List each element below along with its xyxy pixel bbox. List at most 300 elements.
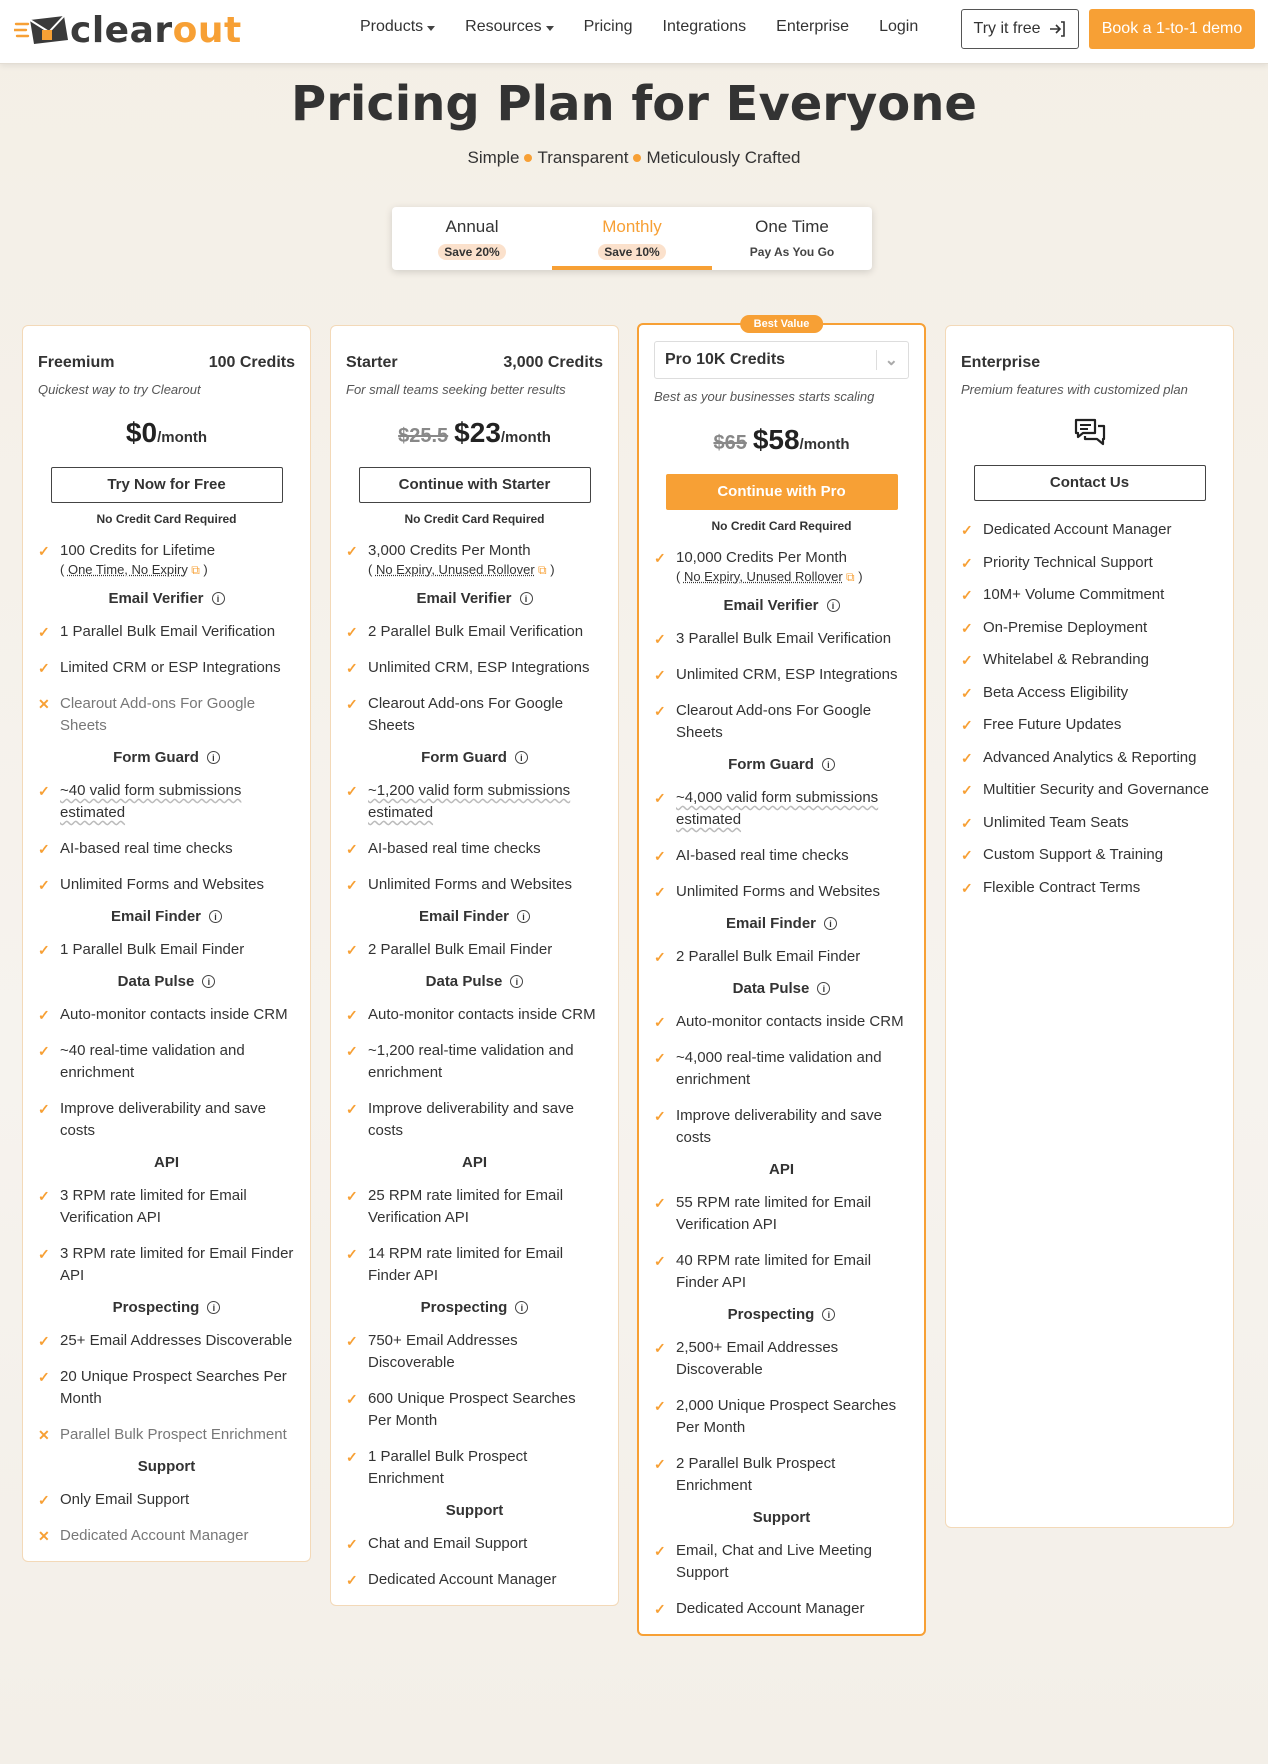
plan-price xyxy=(654,424,909,460)
feature-item xyxy=(38,1040,295,1084)
nav-label: Enterprise xyxy=(776,18,850,35)
feature-item xyxy=(654,1047,909,1091)
feature-item xyxy=(961,747,1218,769)
check-icon: ✓ xyxy=(346,1572,358,1588)
section-data-pulse xyxy=(346,973,603,990)
info-icon[interactable]: i xyxy=(515,1301,528,1314)
section-title: Form Guard xyxy=(113,749,199,766)
clearout-logo[interactable] xyxy=(14,10,242,50)
section-support xyxy=(346,1502,603,1519)
feature-item xyxy=(961,844,1218,866)
feature-text: 20 Unique Prospect Searches Per Month xyxy=(60,1368,287,1407)
section-title: Support xyxy=(752,1509,811,1526)
chat-icon xyxy=(961,417,1218,451)
check-icon: ✓ xyxy=(346,1536,358,1552)
feature-text: 2 Parallel Bulk Prospect Enrichment xyxy=(676,1455,836,1494)
check-icon: ✓ xyxy=(38,841,50,857)
check-icon: ✓ xyxy=(346,1188,358,1204)
feature-text: Custom Support & Training xyxy=(983,846,1164,863)
hero-sub-crafted: Meticulously Crafted xyxy=(646,148,801,167)
feature-item xyxy=(346,1569,603,1591)
feature-item xyxy=(346,1004,603,1026)
check-icon: ✓ xyxy=(961,814,973,831)
intro-sub: ( No Expiry, Unused Rollover ⧉ ) xyxy=(368,562,555,577)
section-title: Form Guard xyxy=(728,756,814,773)
info-icon[interactable]: i xyxy=(824,917,837,930)
plan-price xyxy=(346,417,603,453)
feature-item xyxy=(654,1011,909,1033)
feature-item xyxy=(38,1098,295,1142)
feature-item xyxy=(654,946,909,968)
check-icon: ✓ xyxy=(346,1043,358,1059)
info-icon[interactable]: i xyxy=(822,758,835,771)
check-icon: ✓ xyxy=(38,783,50,799)
check-icon: ✓ xyxy=(346,1333,358,1349)
feature-item xyxy=(654,1337,909,1381)
check-icon: ✓ xyxy=(654,1456,666,1472)
feature-text: Clearout Add-ons For Google Sheets xyxy=(368,695,564,734)
check-icon: ✓ xyxy=(654,848,666,864)
check-icon: ✓ xyxy=(654,790,666,806)
try-free-label: Try it free xyxy=(973,20,1041,37)
section-prospecting xyxy=(38,1299,295,1316)
feature-text: Unlimited CRM, ESP Integrations xyxy=(368,659,590,676)
feature-text: 2 Parallel Bulk Email Finder xyxy=(676,948,861,965)
plan-tagline: For small teams seeking better results xyxy=(346,382,566,397)
section-support xyxy=(38,1458,295,1475)
plan-header xyxy=(346,354,603,372)
feature-item xyxy=(38,621,295,643)
feature-item xyxy=(38,693,295,737)
check-icon: ✓ xyxy=(654,550,666,566)
info-icon[interactable]: i xyxy=(209,910,222,923)
feature-text: Improve deliverability and save costs xyxy=(60,1100,266,1139)
feature-text: 10M+ Volume Commitment xyxy=(983,586,1165,603)
check-icon: ✓ xyxy=(38,942,50,958)
feature-text: ~4,000 valid form submissions estimated xyxy=(676,789,879,828)
check-icon: ✓ xyxy=(346,877,358,893)
feature-item xyxy=(346,838,603,860)
plan-tagline: Premium features with customized plan xyxy=(961,382,1188,397)
feature-item xyxy=(654,881,909,903)
section-title: Email Verifier xyxy=(416,590,512,607)
section-title: Email Finder xyxy=(110,908,202,925)
feature-item xyxy=(38,780,295,824)
section-title: Form Guard xyxy=(421,749,507,766)
feature-item xyxy=(346,540,603,578)
feature-item xyxy=(654,700,909,744)
feature-item xyxy=(38,657,295,679)
info-icon[interactable]: i xyxy=(520,592,533,605)
section-form-guard xyxy=(346,749,603,766)
cta-button[interactable]: Try Now for Free xyxy=(51,467,283,503)
feature-item xyxy=(961,714,1218,736)
feature-text: 2 Parallel Bulk Email Finder xyxy=(368,941,553,958)
cross-icon: ✕ xyxy=(38,696,50,712)
logo-text: clearout xyxy=(70,9,242,51)
external-link-icon[interactable]: ⧉ xyxy=(187,563,200,577)
plan-select[interactable] xyxy=(654,341,909,379)
feature-text: Unlimited Forms and Websites xyxy=(676,883,880,900)
feature-item xyxy=(38,1489,295,1511)
feature-text: Clearout Add-ons For Google Sheets xyxy=(676,702,872,741)
nav-integrations[interactable] xyxy=(663,18,747,36)
plan-header xyxy=(961,354,1218,372)
feature-item xyxy=(654,845,909,867)
nav-enterprise[interactable] xyxy=(776,18,849,36)
info-icon[interactable]: i xyxy=(510,975,523,988)
no-credit-card-note: No Credit Card Required xyxy=(711,519,852,533)
plan-header xyxy=(38,354,295,372)
intro-text: 3,000 Credits Per Month xyxy=(368,542,531,559)
feature-item xyxy=(654,1395,909,1439)
feature-text: AI-based real time checks xyxy=(368,840,541,857)
hero-subtitle xyxy=(0,148,1268,168)
feature-text: Clearout Add-ons For Google Sheets xyxy=(60,695,256,734)
try-free-button[interactable] xyxy=(961,9,1079,49)
intro-sub-text: No Expiry, Unused Rollover xyxy=(375,562,535,577)
feature-item xyxy=(38,540,295,578)
nav-label: Pricing xyxy=(583,18,633,35)
feature-item xyxy=(961,519,1218,541)
nav-login[interactable] xyxy=(879,18,918,36)
feature-text: Multitier Security and Governance xyxy=(983,781,1209,798)
feature-text: AI-based real time checks xyxy=(60,840,233,857)
check-icon: ✓ xyxy=(961,717,973,733)
feature-text xyxy=(676,547,863,585)
current-price: $58 xyxy=(752,424,800,455)
intro-sub-text: No Expiry, Unused Rollover xyxy=(683,569,843,584)
feature-item xyxy=(961,779,1218,801)
feature-item xyxy=(654,1250,909,1294)
tab-monthly[interactable] xyxy=(552,207,712,270)
feature-item xyxy=(346,657,603,679)
nav-products[interactable] xyxy=(360,18,435,36)
check-icon: ✓ xyxy=(38,1043,50,1059)
check-icon: ✓ xyxy=(654,667,666,683)
check-icon: ✓ xyxy=(961,879,973,896)
check-icon: ✓ xyxy=(654,1108,666,1124)
feature-item xyxy=(346,1098,603,1142)
section-title: Support xyxy=(445,1502,504,1519)
external-link-icon[interactable]: ⧉ xyxy=(842,570,855,584)
feature-item xyxy=(346,1446,603,1490)
tab-annual[interactable] xyxy=(392,207,552,270)
section-api xyxy=(346,1154,603,1171)
feature-item xyxy=(346,1330,603,1374)
check-icon: ✓ xyxy=(654,631,666,647)
feature-item xyxy=(38,1330,295,1352)
feature-item xyxy=(961,617,1218,639)
section-title: Email Finder xyxy=(418,908,510,925)
feature-text: 14 RPM rate limited for Email Finder API xyxy=(368,1245,564,1284)
plan-tagline: Quickest way to try Clearout xyxy=(38,382,201,397)
check-icon: ✓ xyxy=(654,1195,666,1211)
check-icon: ✓ xyxy=(346,1246,358,1262)
section-title: Prospecting xyxy=(727,1306,815,1323)
feature-text: Dedicated Account Manager xyxy=(983,521,1172,538)
feature-item xyxy=(38,1185,295,1229)
feature-text: Priority Technical Support xyxy=(983,553,1153,571)
nav-resources[interactable] xyxy=(465,18,553,36)
feature-item xyxy=(961,584,1218,606)
cta-button[interactable]: Continue with Pro xyxy=(666,474,898,510)
check-icon: ✓ xyxy=(38,660,50,676)
section-title: Email Finder xyxy=(725,915,817,932)
info-icon[interactable]: i xyxy=(517,910,530,923)
feature-item xyxy=(654,1105,909,1149)
check-icon: ✓ xyxy=(654,1050,666,1066)
main-nav xyxy=(360,18,918,36)
price-period: /month xyxy=(500,429,551,446)
section-title: Support xyxy=(137,1458,196,1475)
feature-item xyxy=(654,787,909,831)
feature-item xyxy=(346,1388,603,1432)
feature-text: 40 RPM rate limited for Email Finder API xyxy=(676,1252,872,1291)
section-title: API xyxy=(153,1154,179,1171)
feature-text: Unlimited Forms and Websites xyxy=(60,876,264,893)
feature-text: 25+ Email Addresses Discoverable xyxy=(60,1332,293,1349)
check-icon: ✓ xyxy=(654,1543,666,1559)
login-arrow-icon xyxy=(1048,20,1066,38)
feature-text: Email, Chat and Live Meeting Support xyxy=(676,1542,872,1581)
feature-text: On-Premise Deployment xyxy=(983,618,1148,636)
check-icon: ✓ xyxy=(346,841,358,857)
feature-item xyxy=(38,939,295,961)
feature-text: 1 Parallel Bulk Email Finder xyxy=(60,941,245,958)
info-icon[interactable]: i xyxy=(212,592,225,605)
no-credit-card-note: No Credit Card Required xyxy=(404,512,545,526)
info-icon[interactable]: i xyxy=(207,751,220,764)
check-icon: ✓ xyxy=(38,877,50,893)
nav-label: Integrations xyxy=(662,18,747,35)
plan-card-starter xyxy=(330,325,619,1606)
plan-select-value: Pro 10K Credits xyxy=(665,351,786,368)
site-header xyxy=(0,0,1268,64)
info-icon[interactable]: i xyxy=(822,1308,835,1321)
feature-text: 1 Parallel Bulk Email Verification xyxy=(60,623,276,640)
section-api xyxy=(38,1154,295,1171)
feature-item xyxy=(38,1243,295,1287)
chevron-down-icon: ⌄ xyxy=(876,350,898,370)
section-title: Email Verifier xyxy=(723,597,819,614)
section-title: Data Pulse xyxy=(732,980,810,997)
info-icon[interactable]: i xyxy=(817,982,830,995)
feature-text: Improve deliverability and save costs xyxy=(676,1107,882,1146)
feature-text: AI-based real time checks xyxy=(676,847,849,864)
check-icon: ✓ xyxy=(961,782,973,798)
feature-text: Improve deliverability and save costs xyxy=(368,1100,574,1139)
feature-item xyxy=(654,1453,909,1497)
feature-item xyxy=(654,1540,909,1584)
plan-price xyxy=(38,417,295,453)
feature-text: Auto-monitor contacts inside CRM xyxy=(60,1006,288,1023)
feature-text: Free Future Updates xyxy=(983,716,1122,733)
feature-item xyxy=(38,874,295,896)
check-icon: ✓ xyxy=(654,1601,666,1617)
feature-text: Beta Access Eligibility xyxy=(983,683,1129,701)
feature-text: 600 Unique Prospect Searches Per Month xyxy=(368,1390,576,1429)
current-price: $0 xyxy=(125,417,158,448)
page-title: Pricing Plan for Everyone xyxy=(291,76,977,132)
check-icon: ✓ xyxy=(654,1398,666,1414)
feature-item xyxy=(346,693,603,737)
feature-text: 2 Parallel Bulk Email Verification xyxy=(368,623,584,640)
feature-item xyxy=(961,649,1218,671)
check-icon: ✓ xyxy=(346,1007,358,1023)
billing-toggle xyxy=(392,207,872,270)
price-period: /month xyxy=(799,436,850,453)
check-icon: ✓ xyxy=(346,783,358,799)
plan-credits: 100 Credits xyxy=(208,354,295,371)
feature-text: Unlimited Forms and Websites xyxy=(368,876,572,893)
tab-label: Annual xyxy=(445,217,499,236)
feature-text: ~40 real-time validation and enrichment xyxy=(60,1042,245,1081)
intro-sub: ( One Time, No Expiry ⧉ ) xyxy=(60,562,208,577)
feature-text: Dedicated Account Manager xyxy=(368,1571,557,1588)
section-api xyxy=(654,1161,909,1178)
section-title: API xyxy=(461,1154,487,1171)
cta-button[interactable]: Continue with Starter xyxy=(359,467,591,503)
section-title: Prospecting xyxy=(420,1299,508,1316)
feature-text: Dedicated Account Manager xyxy=(60,1527,249,1544)
info-icon[interactable]: i xyxy=(515,751,528,764)
caret-down-icon xyxy=(427,26,435,31)
check-icon: ✓ xyxy=(38,1188,50,1204)
info-icon[interactable]: i xyxy=(202,975,215,988)
feature-item xyxy=(654,1192,909,1236)
feature-text: 55 RPM rate limited for Email Verification API xyxy=(676,1194,872,1233)
intro-sub: ( No Expiry, Unused Rollover ⧉ ) xyxy=(676,569,863,584)
check-icon: ✓ xyxy=(38,1369,50,1385)
external-link-icon[interactable]: ⧉ xyxy=(534,563,547,577)
feature-item xyxy=(38,1366,295,1410)
check-icon: ✓ xyxy=(38,1492,50,1508)
feature-item xyxy=(961,812,1218,834)
plan-name: Freemium xyxy=(38,354,115,371)
check-icon: ✓ xyxy=(346,1391,358,1407)
tab-badge: Save 10% xyxy=(598,244,665,260)
contact-us-button[interactable]: Contact Us xyxy=(974,465,1206,501)
intro-text: 100 Credits for Lifetime xyxy=(60,542,216,559)
section-email-verifier xyxy=(654,597,909,614)
feature-text: Limited CRM or ESP Integrations xyxy=(60,659,281,676)
feature-item xyxy=(346,780,603,824)
logo-mark-icon xyxy=(14,12,70,48)
check-icon: ✓ xyxy=(654,1253,666,1269)
feature-text: 750+ Email Addresses Discoverable xyxy=(368,1332,518,1371)
check-icon: ✓ xyxy=(346,660,358,676)
feature-item xyxy=(654,1598,909,1620)
feature-item xyxy=(346,1040,603,1084)
section-email-verifier xyxy=(346,590,603,607)
check-icon: ✓ xyxy=(38,543,50,559)
feature-item xyxy=(346,939,603,961)
feature-text: 25 RPM rate limited for Email Verification API xyxy=(368,1187,564,1226)
feature-list xyxy=(38,540,295,1547)
check-icon: ✓ xyxy=(654,884,666,900)
feature-text: ~40 valid form submissions estimated xyxy=(60,782,242,821)
feature-text: Unlimited Team Seats xyxy=(983,813,1129,831)
section-email-finder xyxy=(38,908,295,925)
feature-item xyxy=(654,547,909,585)
check-icon: ✓ xyxy=(38,1101,50,1117)
plan-name: Starter xyxy=(346,354,398,371)
section-form-guard xyxy=(654,756,909,773)
feature-text: Auto-monitor contacts inside CRM xyxy=(368,1006,596,1023)
feature-item xyxy=(961,682,1218,704)
check-icon: ✓ xyxy=(346,624,358,640)
feature-text: Parallel Bulk Prospect Enrichment xyxy=(60,1426,287,1443)
section-data-pulse xyxy=(38,973,295,990)
section-title: Prospecting xyxy=(112,1299,200,1316)
feature-item xyxy=(38,1004,295,1026)
feature-list xyxy=(654,547,909,1620)
info-icon[interactable]: i xyxy=(827,599,840,612)
check-icon: ✓ xyxy=(654,1340,666,1356)
plan-name: Enterprise xyxy=(961,354,1041,371)
feature-item xyxy=(654,628,909,650)
book-demo-label: Book a 1-to-1 demo xyxy=(1101,20,1243,37)
check-icon: ✓ xyxy=(38,1333,50,1349)
check-icon: ✓ xyxy=(654,703,666,719)
caret-down-icon xyxy=(546,26,554,31)
book-demo-button[interactable] xyxy=(1089,9,1255,49)
section-prospecting xyxy=(654,1306,909,1323)
feature-text: 2,000 Unique Prospect Searches Per Month xyxy=(676,1397,897,1436)
nav-label: Resources xyxy=(465,18,542,35)
section-title: Data Pulse xyxy=(425,973,503,990)
feature-item xyxy=(346,874,603,896)
feature-item xyxy=(961,552,1218,574)
feature-item xyxy=(38,1525,295,1547)
check-icon: ✓ xyxy=(346,942,358,958)
section-email-finder xyxy=(654,915,909,932)
feature-list xyxy=(961,519,1218,899)
tab-one-time[interactable] xyxy=(712,207,872,270)
current-price: $23 xyxy=(454,417,501,448)
check-icon: ✓ xyxy=(961,749,973,766)
check-icon: ✓ xyxy=(961,587,973,603)
plan-credits: 3,000 Credits xyxy=(503,354,603,371)
feature-text: Auto-monitor contacts inside CRM xyxy=(676,1013,904,1030)
feature-text: Advanced Analytics & Reporting xyxy=(983,748,1197,766)
tab-label: Monthly xyxy=(602,217,662,236)
check-icon: ✓ xyxy=(961,619,973,636)
best-value-badge: Best Value xyxy=(740,315,824,333)
feature-item xyxy=(961,877,1218,899)
section-email-finder xyxy=(346,908,603,925)
no-credit-card-note: No Credit Card Required xyxy=(96,512,237,526)
nav-pricing[interactable] xyxy=(584,18,633,36)
tab-badge: Save 20% xyxy=(438,244,505,260)
feature-text: 3 RPM rate limited for Email Verification API xyxy=(60,1187,247,1226)
cross-icon: ✕ xyxy=(38,1528,50,1544)
check-icon: ✓ xyxy=(38,624,50,640)
feature-text: 3 Parallel Bulk Email Verification xyxy=(676,630,892,647)
section-form-guard xyxy=(38,749,295,766)
check-icon: ✓ xyxy=(961,522,973,538)
old-price: $25.5 xyxy=(398,425,449,447)
section-email-verifier xyxy=(38,590,295,607)
old-price: $65 xyxy=(713,432,747,454)
info-icon[interactable]: i xyxy=(207,1301,220,1314)
feature-text xyxy=(368,540,555,578)
check-icon: ✓ xyxy=(38,1246,50,1262)
feature-item xyxy=(38,1424,295,1446)
section-title: Email Verifier xyxy=(108,590,204,607)
section-title: Data Pulse xyxy=(117,973,195,990)
